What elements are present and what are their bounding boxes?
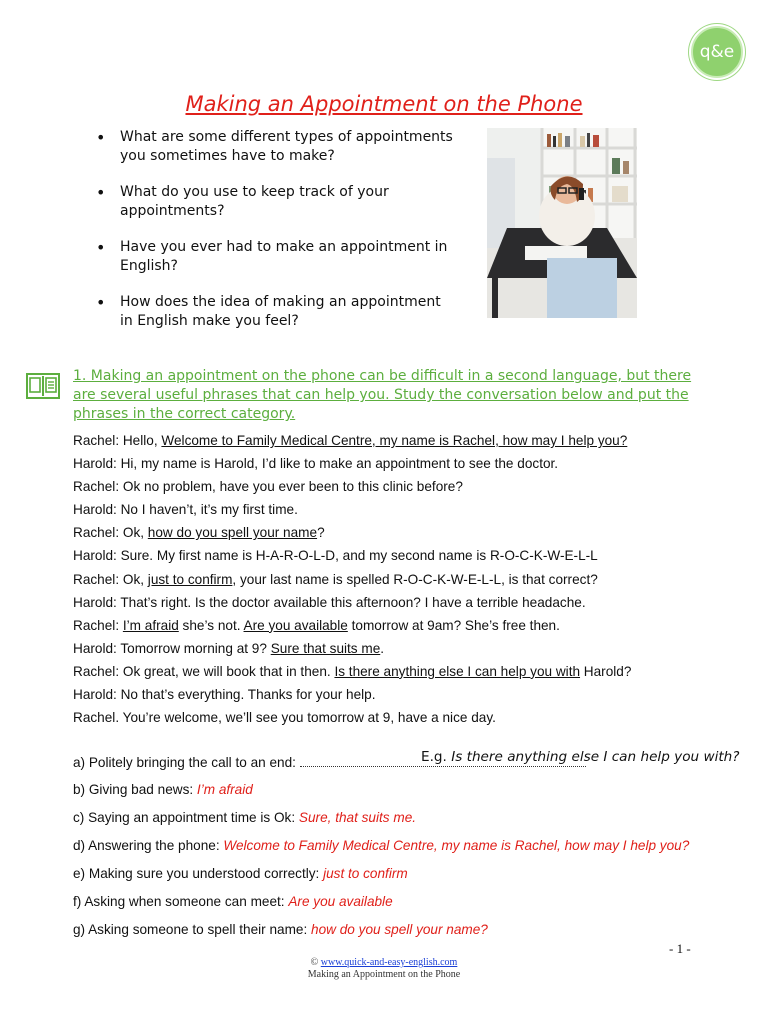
line-text: Rachel: Ok, — [73, 571, 148, 587]
line-text: Rachel: Ok, — [73, 525, 148, 541]
answer-label: g) Asking someone to spell their name: — [73, 922, 312, 937]
line-text: Harold? — [580, 663, 632, 679]
underlined-phrase: I’m afraid — [122, 617, 179, 633]
example-prefix: E.g. — [421, 749, 447, 765]
dialog-line — [73, 523, 753, 546]
example-text: Is there anything else I can help you with? — [451, 749, 740, 765]
line-text: Harold: Sure. My first name is H-A-R-O-L-D, and my second name is R-O-C-K-W-E-L-L — [73, 548, 598, 564]
answer-text: I’m afraid — [196, 782, 253, 797]
answer-list — [73, 749, 753, 948]
answer-row — [73, 780, 753, 808]
answer-text: Welcome to Family Medical Centre, my name is Rachel, how may I help you? — [223, 838, 690, 853]
line-text: Harold: No I haven’t, it’s my first time. — [73, 502, 298, 518]
answer-text: just to confirm — [323, 866, 408, 881]
line-text: Rachel: Hello, — [73, 433, 162, 448]
line-text: , your last name is spelled R-O-C-K-W-E-L-L, is that correct? — [232, 571, 598, 587]
line-text: Rachel: — [73, 617, 123, 633]
q-and-e-logo: q&e — [691, 26, 743, 78]
answer-label: e) Making sure you understood correctly: — [73, 866, 324, 881]
answer-label: a) Politely bringing the call to an end: — [73, 755, 300, 770]
list-item: • Have you ever had to make an appointment in English? — [96, 238, 456, 276]
dialog-line — [73, 477, 753, 500]
task-instructions: 1. Making an appointment on the phone can be difficult in a second language, but there are several useful phrases that can help you. Study the conversation below and put the phrases in the correct category. — [73, 368, 692, 422]
book-icon — [26, 373, 60, 399]
line-text: Rachel: Ok great, we will book that in then. — [73, 663, 335, 679]
page-title: Making an Appointment on the Phone — [185, 92, 583, 116]
dialog-line — [73, 454, 753, 477]
page-number: - 1 - — [669, 941, 691, 956]
underlined-phrase: Is there anything else I can help you with — [334, 663, 581, 679]
list-item: • What do you use to keep track of your appointments? — [96, 183, 456, 221]
line-text: ? — [317, 525, 325, 541]
answer-text: how do you spell your name? — [311, 922, 488, 937]
list-item: • How does the idea of making an appointment in English make you feel? — [96, 293, 456, 331]
line-text: Harold: Hi, my name is Harold, I’d like to make an appointment to see the doctor. — [73, 456, 559, 472]
answer-row — [73, 808, 753, 836]
line-text: Harold: Tomorrow morning at 9? — [73, 640, 271, 656]
answer-label: c) Saying an appointment time is Ok: — [73, 810, 299, 825]
answer-row — [73, 920, 753, 948]
answer-label: f) Asking when someone can meet: — [73, 894, 289, 909]
line-text: Harold: That’s right. Is the doctor available this afternoon? I have a terrible headache. — [73, 594, 586, 610]
answer-row — [73, 749, 753, 780]
dialog-line — [73, 616, 753, 639]
dialog-line — [73, 662, 753, 685]
answer-row — [73, 892, 753, 920]
dialog-line — [73, 570, 753, 593]
line-text: she’s not. — [178, 617, 244, 633]
answer-text: Sure, that suits me. — [298, 810, 417, 825]
footer — [0, 957, 768, 981]
dialog-line — [73, 708, 753, 731]
line-text: Rachel: Ok no problem, have you ever been to this clinic before? — [73, 479, 463, 495]
dialog-line — [73, 546, 753, 569]
woman-on-phone-photo — [487, 128, 637, 318]
line-text: Rachel. You’re welcome, we’ll see you tomorrow at 9, have a nice day. — [73, 710, 496, 726]
dialog-line — [73, 593, 753, 616]
answer-row — [73, 864, 753, 892]
copyright-symbol: © — [310, 957, 321, 968]
website-link[interactable]: www.quick-and-easy-english.com — [320, 957, 458, 968]
answer-label: d) Answering the phone: — [73, 838, 224, 853]
dialog-line — [73, 500, 753, 523]
line-text: Harold: No that’s everything. Thanks for your help. — [73, 687, 376, 703]
conversation — [73, 431, 753, 731]
footer-subtitle: Making an Appointment on the Phone — [307, 969, 461, 980]
example-answer — [421, 747, 740, 767]
answer-text: Are you available — [288, 894, 393, 909]
underlined-phrase: just to confirm — [147, 571, 233, 587]
answer-row — [73, 836, 753, 864]
underlined-phrase: Sure that suits me — [270, 640, 381, 656]
answer-label: b) Giving bad news: — [73, 782, 197, 797]
warmup-questions — [96, 128, 456, 348]
line-text: tomorrow at 9am? She’s free then. — [347, 617, 560, 633]
underlined-phrase: how do you spell your name — [147, 525, 318, 541]
dialog-line — [73, 639, 753, 662]
underlined-phrase: Welcome to Family Medical Centre, my name is Rachel, how may I help you? — [161, 433, 628, 448]
list-item: • What are some different types of appointments you sometimes have to make? — [96, 128, 456, 166]
dialog-line — [73, 685, 753, 708]
underlined-phrase: Are you available — [243, 617, 348, 633]
dialog-line — [73, 431, 753, 454]
line-text: . — [380, 640, 385, 656]
